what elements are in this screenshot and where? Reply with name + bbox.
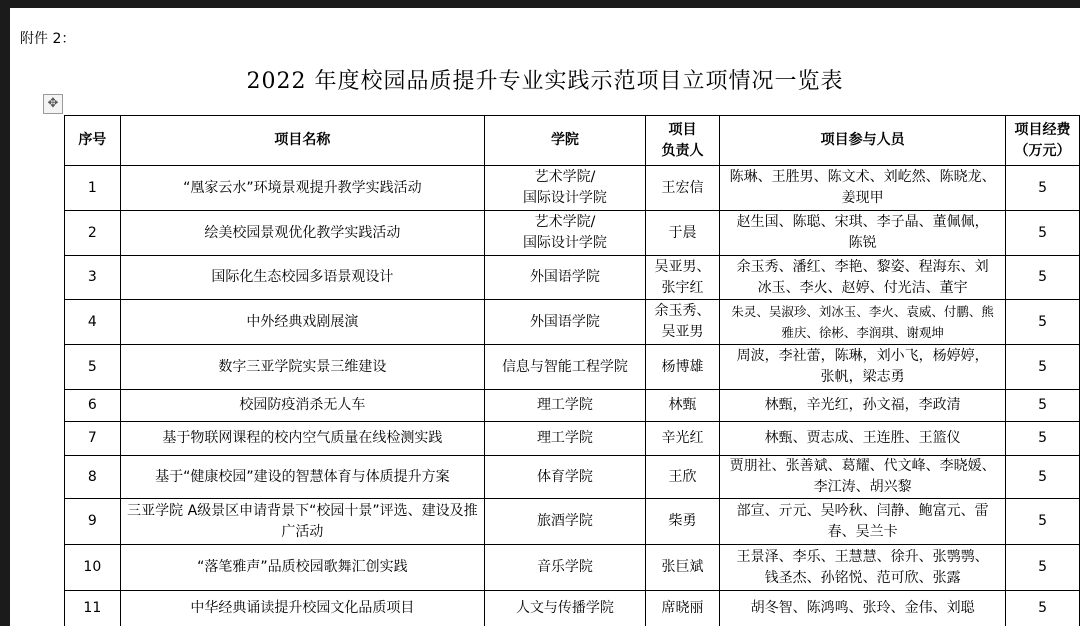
row-college	[485, 300, 646, 345]
leader-line1: 柴勇	[668, 513, 697, 529]
leader-line2: 吴亚男	[661, 324, 704, 340]
document-title: 2022 年度校园品质提升专业实践示范项目立项情况一览表	[246, 69, 844, 94]
leader-line1: 林甄	[668, 397, 697, 413]
members-line1: 部宣、亓元、吴吟秋、闫静、鲍富元、雷	[736, 502, 989, 519]
row-members	[720, 456, 1006, 499]
row-members	[720, 545, 1006, 591]
row-leader	[645, 545, 720, 591]
row-leader	[645, 456, 720, 499]
header-funds-line1: 项目经费	[1014, 121, 1071, 138]
row-no: 5	[65, 345, 121, 390]
row-funds: 5	[1006, 211, 1080, 256]
table-row	[65, 256, 1080, 300]
row-college	[485, 422, 646, 456]
row-leader	[645, 422, 720, 456]
leader-line2: 张宇红	[661, 279, 704, 296]
college-line1: 旅酒学院	[536, 513, 593, 529]
college-line1: 信息与智能工程学院	[501, 358, 628, 375]
row-project-name: 基于“健康校园”建设的智慧体育与体质提升方案	[120, 456, 485, 499]
row-members	[720, 422, 1006, 456]
row-project-name: 国际化生态校园多语景观设计	[120, 256, 485, 300]
members-line1: 林甄、贾志成、王连胜、王篮仪	[764, 430, 961, 446]
row-project-name: 三亚学院 A级景区申请背景下“校园十景”评选、建设及推广活动	[120, 499, 485, 545]
row-leader	[645, 211, 720, 256]
project-table	[64, 115, 1080, 626]
header-funds-line2: （万元）	[1014, 142, 1071, 159]
row-college	[485, 545, 646, 591]
row-funds: 5	[1006, 499, 1080, 545]
row-funds: 5	[1006, 256, 1080, 300]
row-members	[720, 390, 1006, 422]
row-project-name: 中华经典诵读提升校园文化品质项目	[120, 591, 485, 626]
header-funds	[1006, 116, 1080, 166]
table-row	[65, 390, 1080, 422]
row-funds: 5	[1006, 591, 1080, 626]
header-leader-line2: 负责人	[661, 142, 704, 159]
members-line2: 冰玉、李火、赵婷、付光洁、董宇	[757, 279, 968, 296]
row-no: 4	[65, 300, 121, 345]
row-members	[720, 345, 1006, 390]
row-college	[485, 499, 646, 545]
members-line1: 林甄，辛光红，孙文福，李政清	[764, 397, 961, 413]
row-college	[485, 166, 646, 211]
row-no: 11	[65, 591, 121, 626]
header-project-name: 项目名称	[120, 116, 485, 166]
college-line2: 国际设计学院	[522, 235, 607, 251]
row-members	[720, 256, 1006, 300]
leader-line1: 王欣	[668, 468, 697, 485]
row-college	[485, 256, 646, 300]
row-funds: 5	[1006, 300, 1080, 345]
leader-line1: 席晓丽	[661, 600, 704, 616]
row-no: 8	[65, 456, 121, 499]
header-members: 项目参与人员	[720, 116, 1006, 166]
college-line1: 艺术学院/	[534, 169, 596, 185]
table-row	[65, 456, 1080, 499]
row-project-name: “落笔雅声”品质校园歌舞汇创实践	[120, 545, 485, 591]
table-move-handle-icon[interactable]: ✥	[43, 94, 63, 114]
header-leader	[645, 116, 720, 166]
members-line1: 朱灵、吴淑珍、刘冰玉、李火、袁威、付鹏、熊	[731, 304, 994, 319]
leader-line1: 杨博雄	[661, 358, 704, 375]
members-line2: 张帆，梁志勇	[820, 369, 905, 385]
leader-line1: 王宏信	[661, 179, 704, 196]
row-funds: 5	[1006, 422, 1080, 456]
table-row	[65, 166, 1080, 211]
row-project-name: 校园防疫消杀无人车	[120, 390, 485, 422]
leader-line1: 吴亚男、	[654, 258, 711, 275]
college-line1: 理工学院	[536, 397, 593, 413]
members-line2: 陈锐	[848, 235, 877, 251]
row-funds: 5	[1006, 390, 1080, 422]
members-line1: 王景泽、李乐、王慧慧、徐升、张鹗鹗、	[736, 548, 989, 565]
members-line1: 陈琳、王胜男、陈文术、刘屹然、陈晓龙、	[729, 169, 996, 185]
college-line1: 人文与传播学院	[515, 600, 614, 616]
row-funds: 5	[1006, 166, 1080, 211]
table-header-row	[65, 116, 1080, 166]
college-line1: 体育学院	[536, 468, 593, 485]
row-members	[720, 499, 1006, 545]
members-line1: 赵生国、陈聪、宋琪、李子晶、董佩佩，	[736, 214, 989, 230]
members-line1: 胡冬智、陈鸿鸣、张玲、金伟、刘聪	[750, 600, 975, 616]
row-leader	[645, 499, 720, 545]
row-no: 3	[65, 256, 121, 300]
college-line2: 国际设计学院	[522, 190, 607, 206]
members-line2: 姜现甲	[841, 190, 884, 206]
row-leader	[645, 166, 720, 211]
table-row	[65, 422, 1080, 456]
members-line2: 春、吴兰卡	[827, 523, 898, 540]
row-leader	[645, 256, 720, 300]
members-line2: 李江涛、胡兴黎	[813, 479, 912, 495]
row-members	[720, 300, 1006, 345]
row-no: 10	[65, 545, 121, 591]
row-college	[485, 345, 646, 390]
row-project-name: 数字三亚学院实景三维建设	[120, 345, 485, 390]
college-line1: 外国语学院	[529, 269, 600, 285]
row-project-name: 基于物联网课程的校内空气质量在线检测实践	[120, 422, 485, 456]
row-leader	[645, 345, 720, 390]
members-line1: 余玉秀、潘红、李艳、黎姿、程海东、刘	[736, 258, 989, 275]
table-row	[65, 499, 1080, 545]
row-members	[720, 591, 1006, 626]
members-line1: 周波，李社蕾，陈琳，刘小飞，杨婷婷，	[736, 348, 989, 364]
header-no: 序号	[65, 116, 121, 166]
college-line1: 艺术学院/	[534, 214, 596, 230]
table-row	[65, 211, 1080, 256]
row-college	[485, 390, 646, 422]
table-row	[65, 300, 1080, 345]
row-project-name: 中外经典戏剧展演	[120, 300, 485, 345]
college-line1: 理工学院	[536, 430, 593, 446]
row-funds: 5	[1006, 345, 1080, 390]
row-no: 7	[65, 422, 121, 456]
row-college	[485, 591, 646, 626]
row-college	[485, 211, 646, 256]
leader-line1: 辛光红	[661, 430, 704, 446]
members-line2: 雅庆、徐彬、李润琪、谢观坤	[781, 325, 944, 340]
leader-line1: 余玉秀、	[654, 303, 711, 319]
college-line1: 音乐学院	[536, 559, 593, 575]
members-line1: 贾朋社、张善斌、葛耀、代文峰、李晓媛、	[729, 458, 996, 474]
row-funds: 5	[1006, 545, 1080, 591]
row-funds: 5	[1006, 456, 1080, 499]
row-leader	[645, 300, 720, 345]
table-row	[65, 545, 1080, 591]
row-members	[720, 166, 1006, 211]
table-row	[65, 591, 1080, 626]
row-no: 9	[65, 499, 121, 545]
row-no: 2	[65, 211, 121, 256]
row-members	[720, 211, 1006, 256]
row-leader	[645, 591, 720, 626]
row-no: 1	[65, 166, 121, 211]
document-page	[10, 8, 1080, 626]
leader-line1: 张巨斌	[661, 559, 704, 575]
row-no: 6	[65, 390, 121, 422]
row-project-name: “凰家云水”环境景观提升教学实践活动	[120, 166, 485, 211]
row-college	[485, 456, 646, 499]
members-line2: 钱圣杰、孙铭悦、范可欣、张露	[764, 569, 961, 586]
college-line1: 外国语学院	[529, 313, 600, 330]
attachment-label: 附件 2：	[20, 31, 76, 47]
row-project-name: 绘美校园景观优化教学实践活动	[120, 211, 485, 256]
header-leader-line1: 项目	[668, 121, 697, 138]
row-leader	[645, 390, 720, 422]
leader-line1: 于晨	[668, 224, 697, 241]
table-row	[65, 345, 1080, 390]
header-college: 学院	[485, 116, 646, 166]
